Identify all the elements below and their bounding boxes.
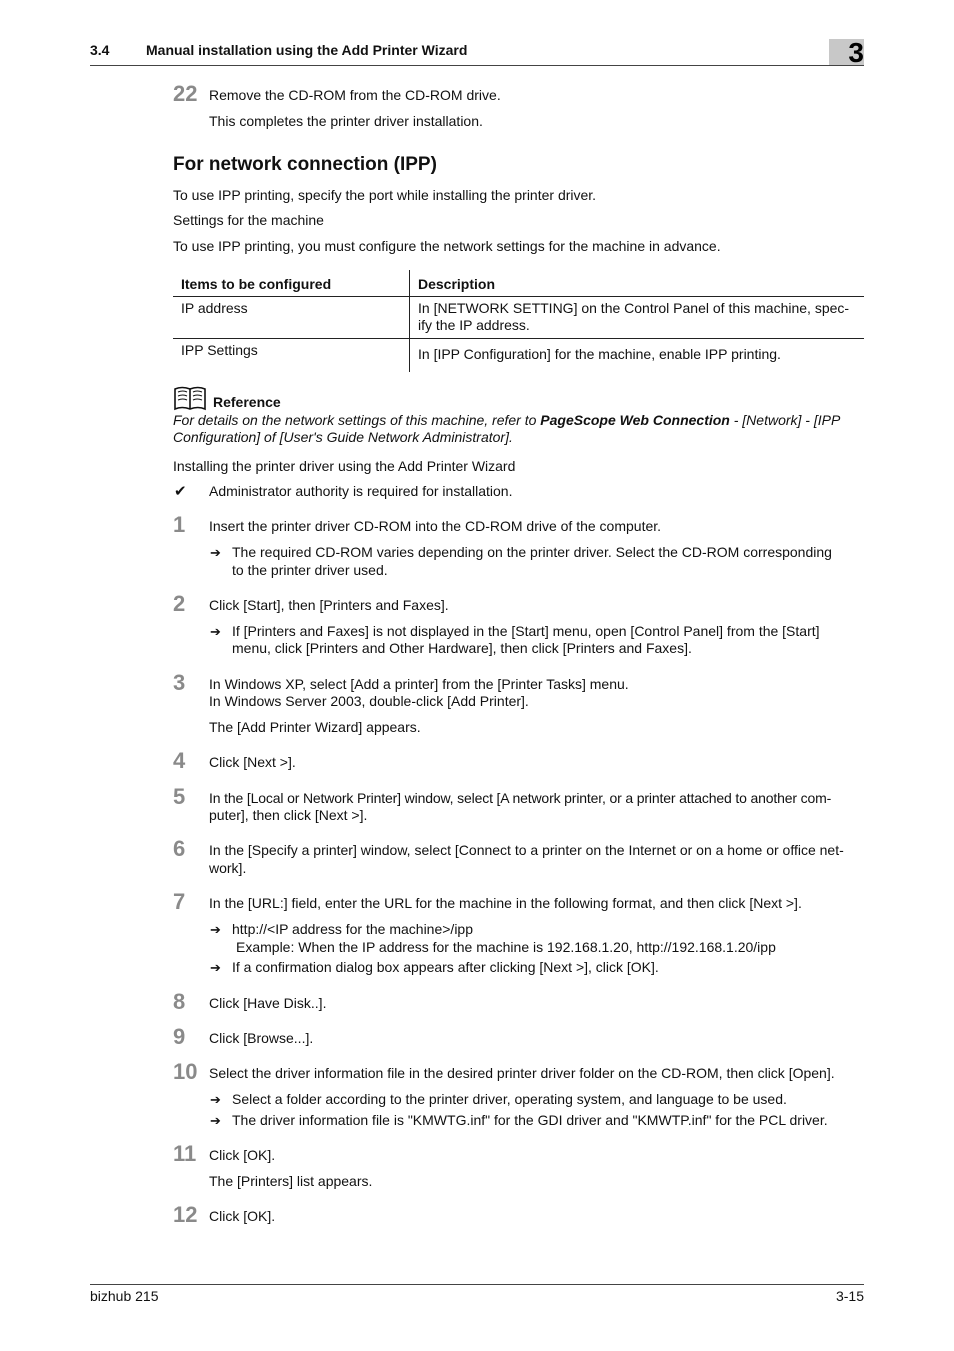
table-row — [173, 297, 864, 339]
arrow-icon: ➔ — [210, 1092, 221, 1107]
check-icon: ✔ — [174, 483, 187, 500]
table-cell: IP address — [173, 297, 410, 339]
table-cell: In [IPP Configuration] for the machine, enable IPP printing. — [418, 346, 781, 362]
reference-title: Reference — [213, 394, 281, 410]
step-number: 8 — [173, 989, 186, 1014]
step-number: 7 — [173, 889, 186, 914]
table-cell-line: ify the IP address. — [418, 317, 530, 333]
reference-link-name: PageScope Web Connection — [540, 412, 730, 428]
step-number: 22 — [173, 81, 198, 106]
step-number: 1 — [173, 512, 186, 537]
arrow-icon: ➔ — [210, 1113, 221, 1128]
step-result: The [Printers] list appears. — [209, 1173, 373, 1189]
step-text: Click [Next >]. — [209, 754, 296, 770]
settings-heading: Settings for the machine — [173, 212, 324, 228]
table-row — [173, 339, 864, 373]
configuration-table — [173, 270, 864, 372]
footer-rule — [90, 1284, 864, 1285]
step-number: 4 — [173, 748, 186, 773]
table-header: Items to be configured — [173, 270, 410, 297]
footer-product: bizhub 215 — [90, 1288, 159, 1304]
step-text: In the [Specify a printer] window, select [Connect to a printer on the Internet or on a home or office net- — [209, 842, 844, 858]
step-result: This completes the printer driver installation. — [209, 113, 483, 129]
section-number: 3.4 — [90, 42, 110, 58]
step-text: Click [Browse...]. — [209, 1030, 314, 1046]
table-cell: IPP Settings — [173, 339, 410, 373]
arrow-icon: ➔ — [210, 922, 221, 937]
step-note: to the printer driver used. — [232, 562, 388, 578]
step-note: If [Printers and Faxes] is not displayed in the [Start] menu, open [Control Panel] from the [Start] — [232, 623, 820, 639]
step-text: Click [OK]. — [209, 1147, 276, 1163]
step-text: In Windows Server 2003, double-click [Add Printer]. — [209, 693, 529, 709]
arrow-icon: ➔ — [210, 624, 221, 639]
step-note: menu, click [Printers and Other Hardware], then click [Printers and Faxes]. — [232, 640, 692, 656]
section-heading: For network connection (IPP) — [173, 154, 437, 175]
arrow-icon: ➔ — [210, 545, 221, 560]
intro-text: To use IPP printing, specify the port while installing the printer driver. — [173, 187, 597, 203]
step-text: In Windows XP, select [Add a printer] from the [Printer Tasks] menu. — [209, 676, 629, 692]
step-text: Click [OK]. — [209, 1208, 276, 1224]
reference-text-part: For details on the network settings of this machine, refer to — [173, 412, 541, 428]
step-note: The driver information file is "KMWTG.inf" for the GDI driver and "KMWTP.inf" for the PCL driver. — [232, 1112, 828, 1128]
step-text: Remove the CD-ROM from the CD-ROM drive. — [209, 87, 501, 103]
prerequisite-text: Administrator authority is required for installation. — [209, 483, 513, 499]
step-text: In the [URL:] field, enter the URL for the machine in the following format, and then click [Next >]. — [209, 895, 802, 911]
step-number: 9 — [173, 1024, 186, 1049]
step-text: Insert the printer driver CD-ROM into the CD-ROM drive of the computer. — [209, 518, 662, 534]
step-text: In the [Local or Network Printer] window, select [A network printer, or a printer attached to another com- — [209, 790, 832, 806]
step-number: 6 — [173, 836, 186, 861]
step-note: http://<IP address for the machine>/ipp — [232, 921, 474, 937]
step-number: 5 — [173, 784, 186, 809]
step-text: Click [Have Disk..]. — [209, 995, 327, 1011]
install-heading: Installing the printer driver using the Add Printer Wizard — [173, 458, 516, 474]
header-rule — [90, 65, 864, 66]
step-number: 12 — [173, 1202, 198, 1227]
step-number: 2 — [173, 591, 186, 616]
step-note: Select a folder according to the printer driver, operating system, and language to be used. — [232, 1091, 787, 1107]
step-note: Example: When the IP address for the machine is 192.168.1.20, http://192.168.1.20/ipp — [236, 939, 776, 955]
step-number: 10 — [173, 1059, 198, 1084]
step-result: The [Add Printer Wizard] appears. — [209, 719, 421, 735]
footer-page-number: 3-15 — [835, 1288, 864, 1304]
settings-text: To use IPP printing, you must configure the network settings for the machine in advance. — [173, 238, 721, 254]
step-note: If a confirmation dialog box appears after clicking [Next >], click [OK]. — [232, 959, 659, 975]
step-note: The required CD-ROM varies depending on the printer driver. Select the CD-ROM corresponding — [232, 544, 832, 560]
step-text: Select the driver information file in the desired printer driver folder on the CD-ROM, then click [Open]. — [209, 1065, 835, 1081]
table-header: Description — [410, 270, 865, 297]
arrow-icon: ➔ — [210, 960, 221, 975]
step-number: 3 — [173, 670, 186, 695]
book-icon — [173, 386, 207, 412]
reference-text-line2: Configuration] of [User's Guide Network Administrator]. — [173, 429, 513, 445]
chapter-number: 3 — [848, 37, 864, 68]
step-number: 11 — [173, 1141, 197, 1166]
step-text: work]. — [209, 860, 247, 876]
section-title: Manual installation using the Add Printer Wizard — [146, 42, 468, 58]
table-cell-line: In [NETWORK SETTING] on the Control Panel of this machine, spec- — [418, 300, 850, 316]
table-cell — [410, 297, 865, 339]
reference-text-part: - [Network] - [IPP — [729, 412, 841, 428]
step-text: Click [Start], then [Printers and Faxes]. — [209, 597, 449, 613]
step-text: puter], then click [Next >]. — [209, 807, 368, 823]
reference-text — [173, 412, 840, 429]
